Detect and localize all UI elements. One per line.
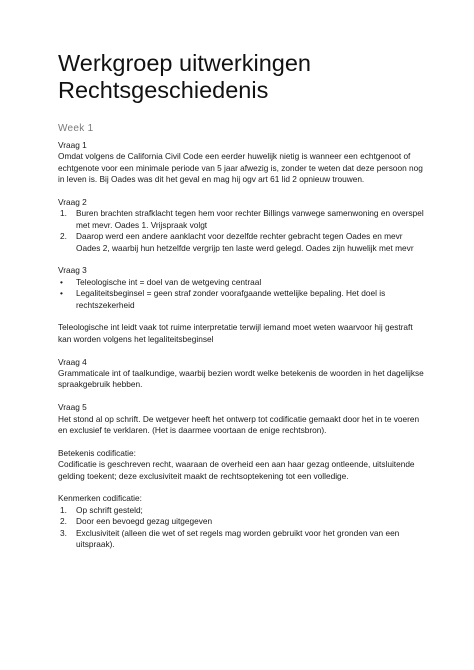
bullet-icon: • [60,288,63,299]
list-item [58,516,428,527]
question-4-heading: Vraag 4 [58,356,87,367]
list-item [58,505,428,516]
bullet-icon: • [60,276,63,287]
document-title [58,50,428,104]
question-3-note: Teleologische int leidt vaak tot ruime interpretatie terwijl iemand moet weten waarvoor hij gestraft kan worden volgens het legaliteitsbeginsel [58,322,413,344]
list-marker: 1. [60,208,67,219]
list-item [58,231,428,254]
document-page [58,50,428,551]
kenmerken-heading: Kenmerken codificatie: [58,493,142,504]
title-line-1: Werkgroep uitwerkingen [58,50,311,76]
list-item-text: Legaliteitsbeginsel = geen straf zonder voorafgaande wettelijke bepaling. Het doel is rechtszekerheid [76,288,386,310]
list-item [58,528,428,551]
list-item [58,288,428,311]
list-item [58,277,428,288]
question-1-heading: Vraag 1 [58,140,87,150]
list-item-text: Door een bevoegd gezag uitgegeven [76,516,213,527]
list-item [58,208,428,231]
question-4 [58,357,428,391]
kenmerken-list [58,505,428,551]
question-1-answer: Omdat volgens de California Civil Code een eerder huwelijk nietig is wanneer een echtgenoot of echtgenote voor een minimale periode van 5 jaar afwezig is, zonder te weten dat deze persoon nog in leven is. Bij Oades was dit het geval en mag hij ogv art 61 lid 2 opnieuw trouwen. [58,151,423,185]
list-marker: 3. [60,527,67,538]
question-3 [58,265,428,345]
list-item-text: Op schrift gesteld; [76,504,143,515]
question-5 [58,402,428,550]
list-item-text: Teleologische int = doel van de wetgeving centraal [76,276,262,287]
question-2-heading: Vraag 2 [58,197,87,208]
betekenis-heading: Betekenis codificatie: [58,447,136,458]
question-5-heading: Vraag 5 [58,402,87,413]
betekenis-text: Codificatie is geschreven recht, waaraan de overheid een aan haar gezag ontleende, uitsluitende gelding toekent; deze exclusiviteit maakt de rechtsoptekening tot een volledige. [58,459,415,481]
list-marker: 2. [60,231,67,242]
question-4-answer: Grammaticale int of taalkundige, waarbij bezien wordt welke betekenis de woorden in het dagelijkse spraakgebruik hebben. [58,368,424,390]
question-1 [58,140,428,186]
document-subtitle: Week 1 [58,123,94,134]
list-marker: 1. [60,504,67,515]
list-item-text: Daarop werd een andere aanklacht voor dezelfde rechter gebracht tegen Oades en mevr Oades 2, waarbij hun hetzelfde vergrijp ten laste werd gelegd. Oades zijn huwelijk met mevr [76,231,414,253]
list-item-text: Buren brachten strafklacht tegen hem voor rechter Billings vanwege samenwoning en overspel met mevr. Oades 1. Vrijspraak volgt [76,208,424,230]
question-2 [58,197,428,254]
question-5-answer: Het stond al op schrift. De wetgever heeft het ontwerp tot codificatie gemaakt door het in te voeren en exclusief te verklaren. (Het is daarmee voortaan de enige rechtsbron). [58,413,420,436]
list-item-text: Exclusiviteit (alleen die wet of set regels mag worden gebruikt voor het gronden van een uitspraak). [76,527,400,550]
title-line-2: Rechtsgeschiedenis [58,77,269,103]
question-2-list [58,208,428,254]
question-3-list [58,277,428,311]
list-marker: 2. [60,516,67,527]
question-3-heading: Vraag 3 [58,265,87,276]
